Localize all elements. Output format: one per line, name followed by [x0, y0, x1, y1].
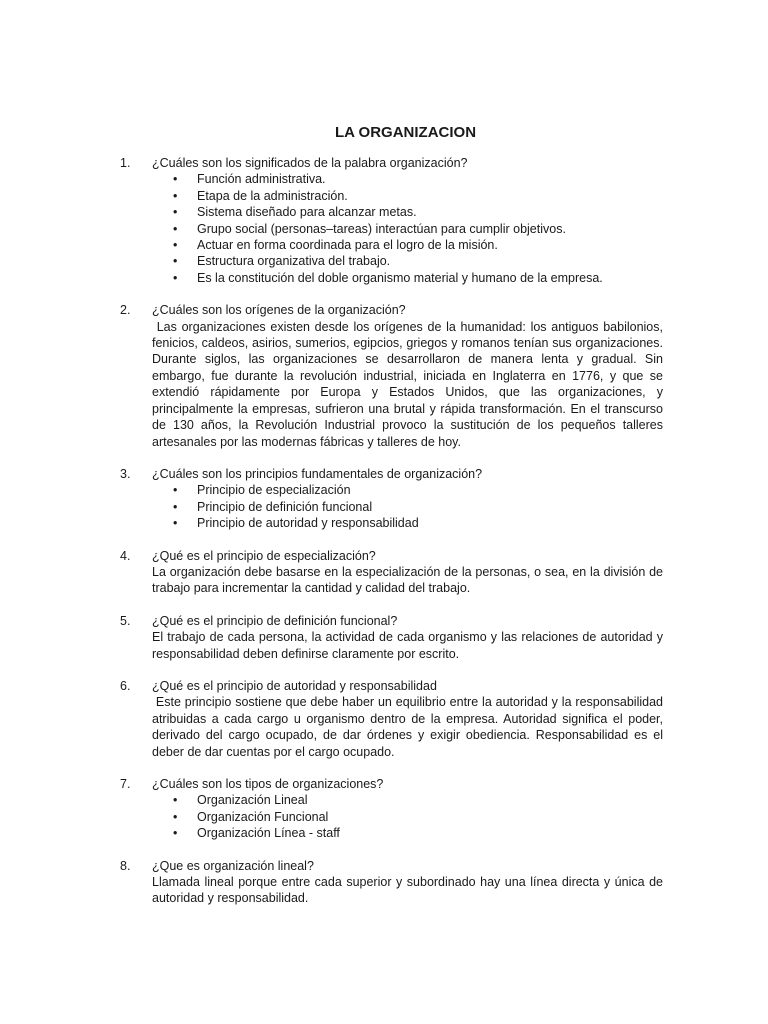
question-text: ¿Qué es el principio de especialización? [152, 548, 376, 563]
answer-paragraph: Llamada lineal porque entre cada superior y subordinado hay una línea directa y única de autoridad y responsabilidad. [152, 875, 663, 906]
question-item-6 [120, 678, 667, 760]
question-item-8 [120, 858, 663, 907]
list-item [173, 221, 663, 237]
bullet-icon: • [173, 254, 178, 269]
list-item [173, 809, 663, 825]
item-number: 6. [120, 678, 131, 693]
question-text: ¿Que es organización lineal? [152, 858, 314, 873]
list-item-text: Grupo social (personas–tareas) interactúan para cumplir objetivos. [197, 221, 566, 236]
list-item [173, 515, 663, 531]
question-item-7 [120, 776, 663, 842]
list-item-text: Organización Línea - staff [197, 826, 340, 841]
bullet-icon: • [173, 172, 178, 187]
list-item-text: Organización Lineal [197, 793, 308, 808]
list-item-text: Principio de definición funcional [197, 499, 373, 514]
bullet-icon: • [173, 205, 178, 220]
list-item [173, 482, 663, 498]
list-item [173, 792, 663, 808]
list-item-text: Es la constitución del doble organismo material y humano de la empresa. [197, 270, 603, 285]
question-text: ¿Cuáles son los tipos de organizaciones? [152, 777, 384, 791]
bullet-icon: • [173, 270, 178, 285]
bullet-icon: • [173, 793, 178, 808]
answer-paragraph: La organización debe basarse en la especialización de la personas, o sea, en la división de trabajo para incrementar la cantidad y calidad del trabajo. [152, 564, 663, 596]
list-item-text: Función administrativa. [197, 172, 326, 187]
question-text: ¿Cuáles son los significados de la palabra organización? [152, 156, 468, 170]
question-text: ¿Cuáles son los orígenes de la organización? [152, 303, 406, 318]
document-title: LA ORGANIZACION [334, 124, 477, 141]
item-number: 1. [120, 156, 131, 170]
item-number: 5. [120, 613, 131, 628]
bullet-icon: • [173, 516, 178, 531]
item-number: 8. [120, 858, 131, 873]
list-item-text: Etapa de la administración. [197, 188, 348, 203]
bullet-icon: • [173, 499, 178, 514]
bullet-icon: • [173, 483, 178, 498]
list-item-text: Principio de especialización [197, 483, 351, 498]
bullet-icon: • [173, 809, 178, 824]
item-number: 3. [120, 466, 131, 481]
list-item-text: Principio de autoridad y responsabilidad [197, 516, 419, 531]
item-number: 7. [120, 777, 131, 791]
bullet-list [152, 482, 663, 531]
answer-paragraph: El trabajo de cada persona, la actividad de cada organismo y las relaciones de autoridad y responsabilidad deben definirse claramente por escrito. [152, 630, 663, 661]
question-text: ¿Qué es el principio de definición funcional? [152, 613, 398, 628]
question-item-3 [120, 466, 663, 532]
list-item [173, 270, 663, 286]
question-item-1 [120, 155, 663, 286]
list-item-text: Organización Funcional [197, 809, 329, 824]
question-text: ¿Qué es el principio de autoridad y responsabilidad [152, 678, 437, 693]
bullet-icon: • [173, 238, 178, 253]
bullet-list [152, 792, 663, 841]
bullet-icon: • [173, 826, 178, 841]
bullet-icon: • [173, 188, 178, 203]
bullet-icon: • [173, 221, 178, 236]
question-item-4 [120, 548, 663, 597]
answer-paragraph: Las organizaciones existen desde los orígenes de la humanidad: los antiguos babilonios, fenicios, caldeos, asirios, sumerios, egipcios, griegos y romanos tenían sus organizaciones. Durante siglos, las organizaciones se desarrollaron de manera lenta y gradual. Sin embargo, fue durante la revolución industrial, iniciada en Inglaterra en 1776, y que se extendió rápidamente por Europa y Estados Unidos, que las organizaciones, y principalmente la empresas, sufrieron una brutal y rápida transformación. En el transcurso de 130 años, la Revolución Industrial provoco la sustitución de los pequeños talleres artesanales por las modernas fábricas y talleres de hoy. [152, 319, 670, 449]
bullet-list [152, 171, 663, 286]
answer-paragraph: Este principio sostiene que debe haber un equilibrio entre la autoridad y la responsabilidad atribuidas a cada cargo u organismo dentro de la empresa. Autoridad significa el poder, derivado del cargo ocupado, de dar órdenes y exigir obediencia. Responsabilidad es el deber de dar cuentas por el cargo ocupado. [152, 695, 667, 759]
list-item [173, 253, 663, 269]
item-number: 4. [120, 548, 131, 563]
list-item [173, 204, 663, 220]
list-item [173, 171, 663, 187]
list-item-text: Estructura organizativa del trabajo. [197, 254, 391, 269]
list-item [173, 825, 663, 841]
list-item [173, 499, 663, 515]
question-text: ¿Cuáles son los principios fundamentales de organización? [152, 466, 483, 481]
question-item-2 [120, 302, 670, 450]
list-item [173, 188, 663, 204]
question-item-5 [120, 613, 663, 662]
list-item-text: Actuar en forma coordinada para el logro de la misión. [197, 238, 498, 253]
list-item [173, 237, 663, 253]
list-item-text: Sistema diseñado para alcanzar metas. [197, 205, 417, 220]
item-number: 2. [120, 303, 131, 318]
